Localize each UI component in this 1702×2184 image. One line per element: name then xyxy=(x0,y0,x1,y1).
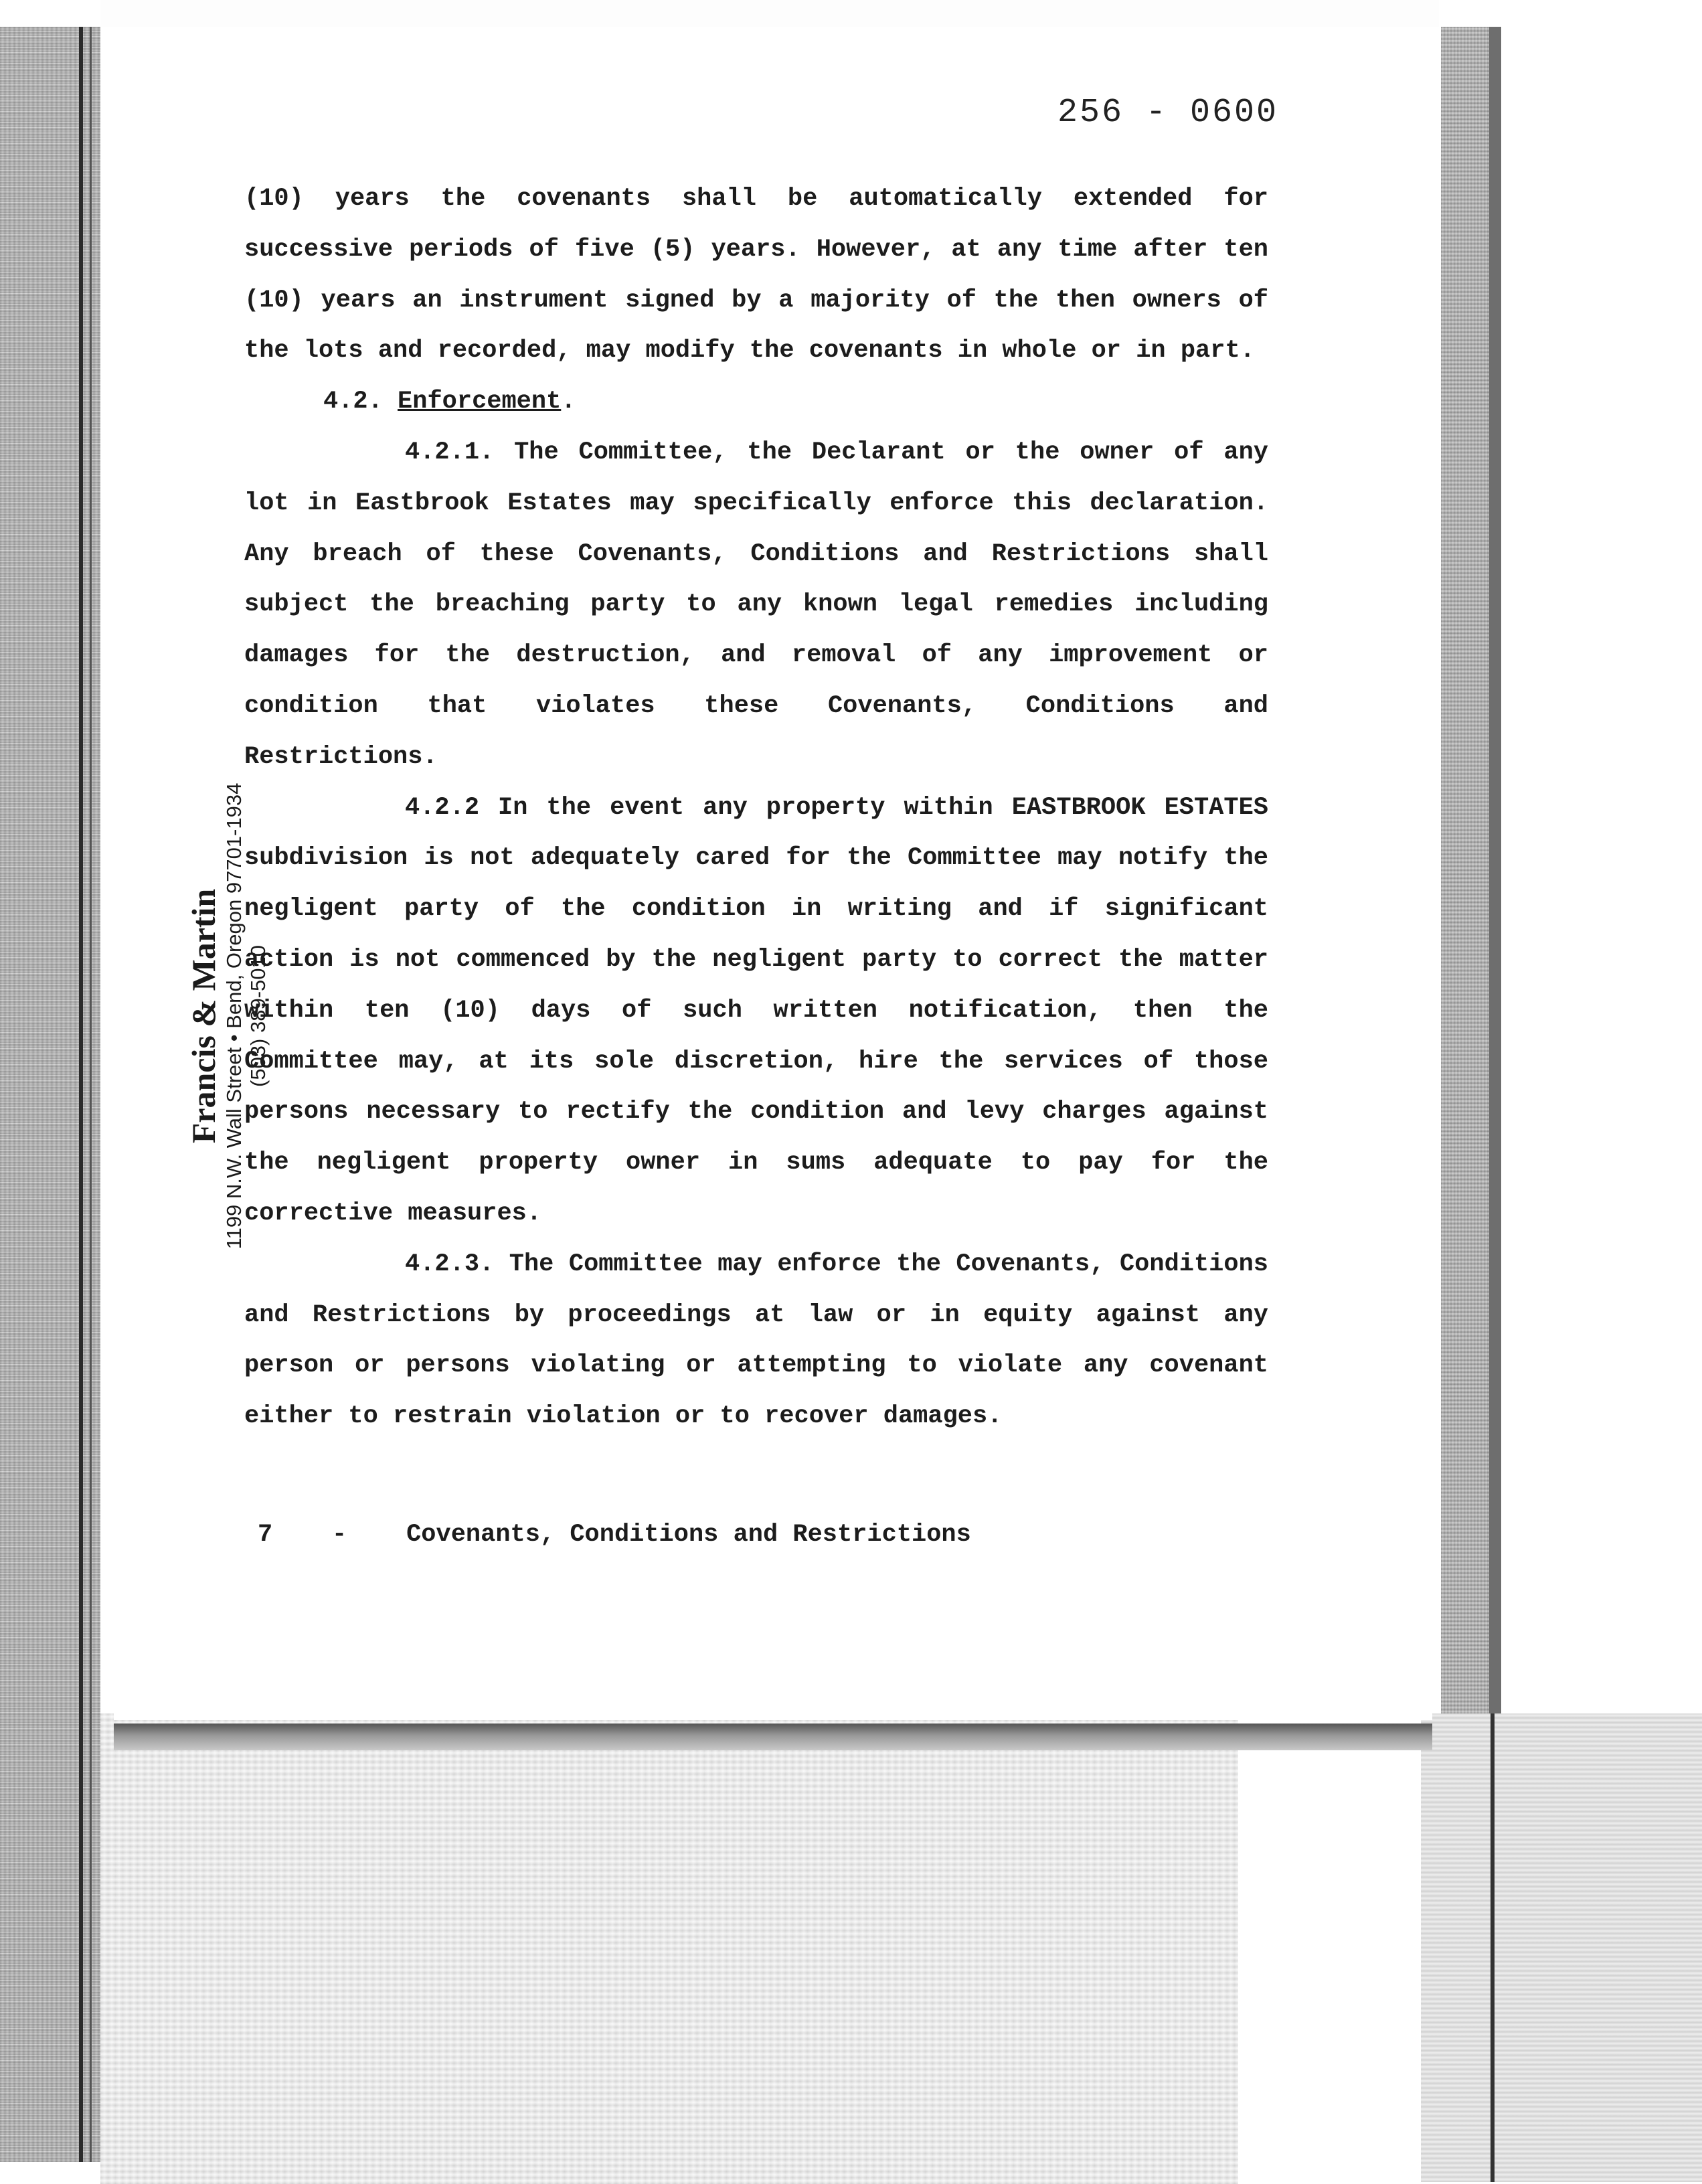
scan-edge-line-right-lower xyxy=(1491,1713,1495,2182)
footer-page-number: 7 xyxy=(258,1521,273,1549)
paragraph-4-2-2: 4.2.2 In the event any property within EASTBROOK ESTATES subdivision is not adequately cared for the Committee may notify the negligent party of the condition in writing and if significant action is not commenced by the negligent party to correct the matter within ten (10) days of such written notification, then the Committee may, at its sole discretion, hire the services of those persons necessary to rectify the condition and levy charges against the negligent property owner in sums adequate to pay for the corrective measures. xyxy=(244,793,1268,1228)
scan-noise-right-lower xyxy=(1421,1713,1702,2182)
paragraph-4-2-3: 4.2.3. The Committee may enforce the Covenants, Conditions and Restrictions by proceedings at law or in equity against any person or persons violating or attempting to violate any covenant either to restrain violation or to recover damages. xyxy=(244,1250,1268,1431)
section-title: Enforcement xyxy=(398,388,562,416)
section-number: 4.2. xyxy=(323,388,383,416)
section-title-suffix: . xyxy=(561,388,576,416)
scan-noise-bottom xyxy=(100,1713,1238,2184)
footer-title: Covenants, Conditions and Restrictions xyxy=(406,1521,971,1549)
document-body xyxy=(244,174,1268,1442)
section-heading-enforcement xyxy=(244,377,1268,428)
scan-shadow-band xyxy=(114,1724,1432,1750)
page-footer xyxy=(258,1521,971,1549)
scan-edge-line-left-secondary xyxy=(90,27,92,2162)
law-firm-name: Francis & Martin xyxy=(185,888,222,1144)
recording-page-number: 256 - 0600 xyxy=(1057,94,1279,132)
paragraph-term-extension: (10) years the covenants shall be automatically extended for successive periods of five (5) years. However, at any time after ten (10) years an instrument signed by a majority of the then owners of the lots and recorded, may modify the covenants in whole or in part. xyxy=(244,185,1268,365)
law-firm-address: 1199 N.W. Wall Street • Bend, Oregon 97701-1934 xyxy=(222,782,246,1250)
paragraph-4-2-1: 4.2.1. The Committee, the Declarant or the owner of any lot in Eastbrook Estates may specifically enforce this declaration. Any breach of these Covenants, Conditions and Restrictions shall subject the breaching party to any known legal remedies including damages for the destruction, and removal of any improvement or condition that violates these Covenants, Conditions and Restrictions. xyxy=(244,438,1268,771)
scan-edge-line-right xyxy=(1489,27,1501,1713)
scan-edge-line-left xyxy=(79,27,83,2162)
scan-noise-left xyxy=(0,27,100,2162)
law-firm-phone: (503) 389-5010 xyxy=(246,945,270,1087)
scan-top-edge xyxy=(100,0,1439,27)
footer-separator: - xyxy=(332,1521,347,1549)
